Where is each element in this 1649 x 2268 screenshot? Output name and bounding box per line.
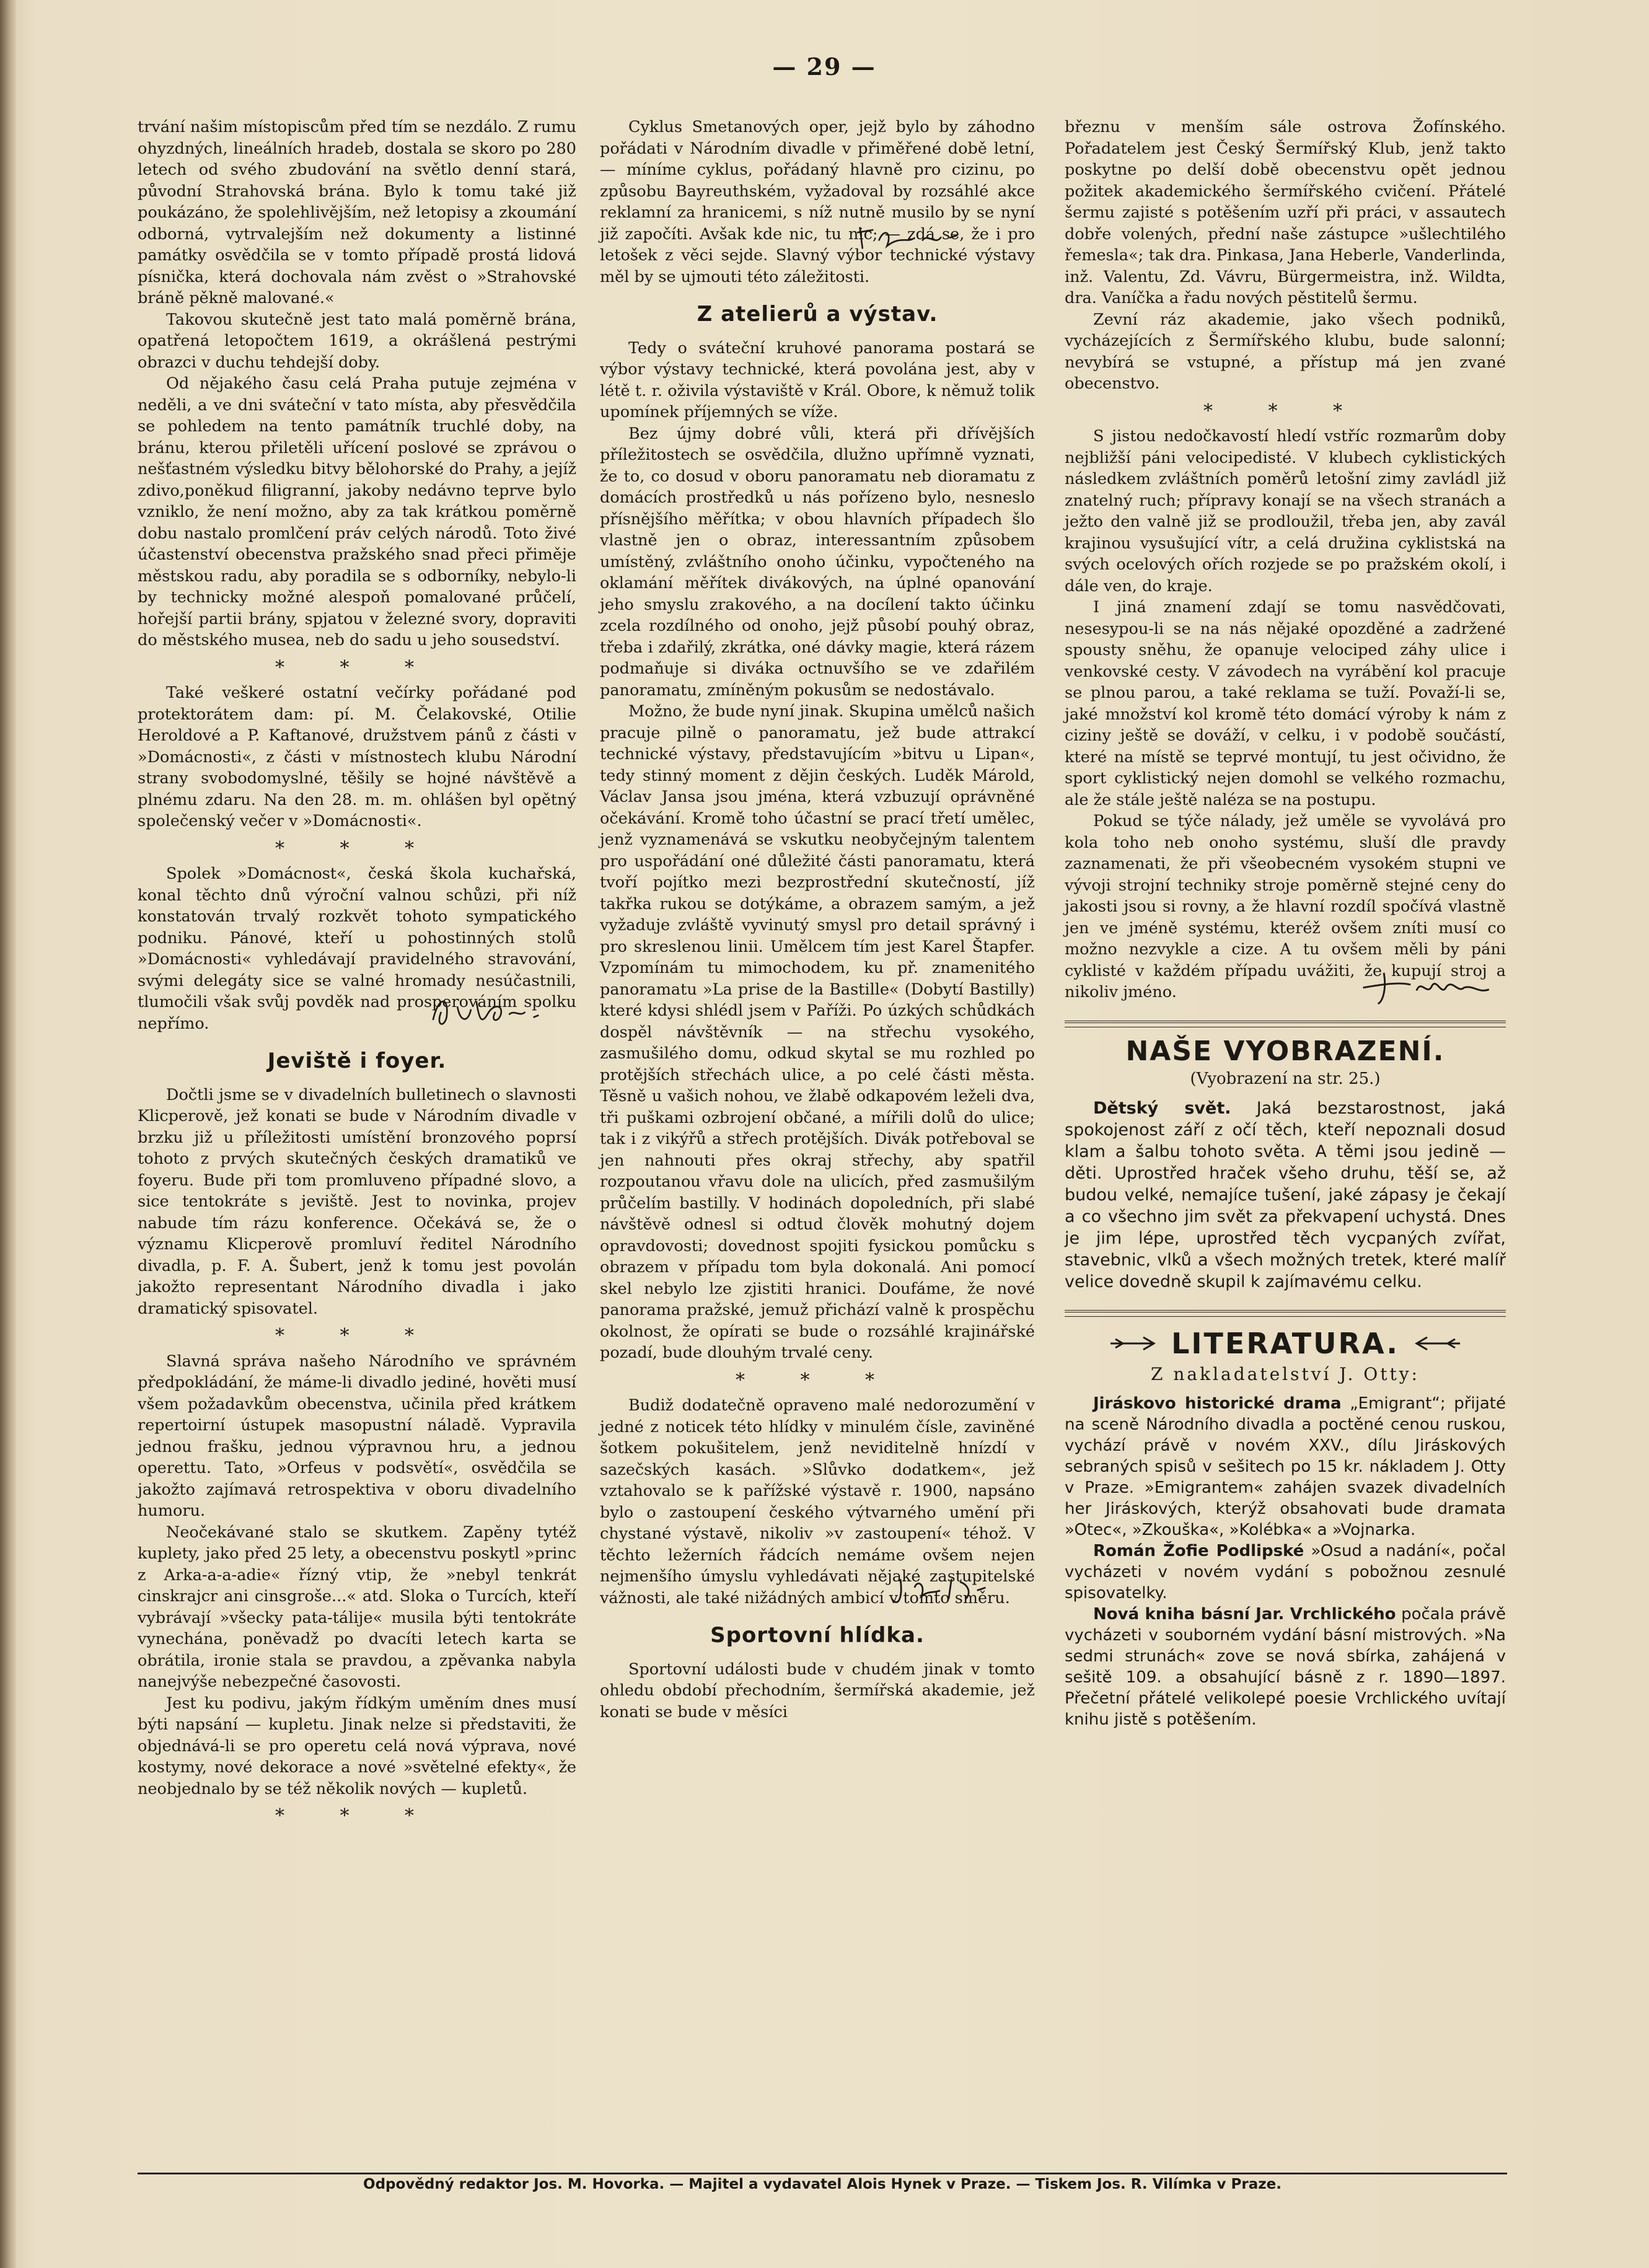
paragraph-lead: Nová kniha básní Jar. Vrchlického xyxy=(1093,1604,1396,1624)
section-separator: * * * xyxy=(275,656,439,679)
paragraph: trvání našim místopiscům před tím se nezdálo. Z rumu ohyzdných, lineálních hradeb, dostala se skoro po 280 letech od svého zbudování na světlo denní stará, původní Strahovská brána. Bylo k tomu také již poukázáno, že spolehlivějším, než letopisy a zkoumání odborná, vytrvalejším než dokumenty a listinné památky osvědčila se v tomto případě prostá lidová písnička, která dochovala nám zvěst o »Strahovské bráně pěkně malované.« xyxy=(138,118,576,307)
column-2 xyxy=(600,116,1035,1723)
paragraph: Možno, že bude nyní jinak. Skupina umělců našich pracuje pilně o panoramatu, jež bude attrakcí technické výstavy, představujícím »bitvu u Lipan«, tedy stinný moment z dějin českých. Luděk Márold, Václav Jansa jsou jména, která vzbuzují oprávněné očekávání. Kromě toho účastní se prací třetí umělec, jenž vyznamenává se vskutku neobyčejným talentem pro uspořádání oné důležité části panoramatu, která tvoří pojítko mezi bezprostřední skutečností, jíž takřka rukou se dotýkáme, a obrazem samým, a jež vyžaduje zvláště vyvinutý smysl pro detail správný i pro skreslenou linii. Umělcem tím jest Karel Štapfer. Vzpomínám tu mimochodem, ku př. znamenitého panoramatu »La prise de la Bastille« (Dobytí Bastilly) které kdysi shlédl jsem v Paříži. Po úzkých schůdkách dospěl návštěvník — na střechu vysokého, zasmušilého domu, odkud skytal se mu rozhled po protějších střechách ulice, a po celé části města. Těsně u vašich nohou, ve žlabě odkapovém leželi dva, tři puškami ozbrojení občané, a mířili dolů do ulice; tak i z vikýřů a střech protějších. Divák potřeboval se jen nahnouti přes okraj střechy, aby spatřil rozpoutanou vřavu dole na ulicích, před zasmušilým průčelím bastilly. V hodinách dopoledních, při slabé návštěvě odnesl si odtud člověk mohutný dojem opravdovosti; dovednost spojiti fysickou pomůcku s obrazem v případu tom byla dokonalá. Ani pomocí skel nebylo lze zjistiti hranici. Doufáme, že nové panorama pražské, jemuž přichází valně k prospěchu okolnost, že opírati se bude o rozsáhlé krajinářské pozadí, bude dlouhým trvalé ceny. xyxy=(600,702,1035,1362)
signed-paragraph xyxy=(600,1395,1035,1609)
literatura-heading xyxy=(1065,1326,1506,1360)
section-subheading: Z nakladatelství J. Otty: xyxy=(1151,1364,1420,1384)
column-3 xyxy=(1065,116,1506,1730)
section-heading-nase-vyobrazeni: NAŠE VYOBRAZENÍ. xyxy=(1125,1035,1445,1067)
paragraph: Takovou skutečně jest tato malá poměrně brána, opatřená letopočtem 1619, a okrášlená pestrými obrazci v duchu tehdejší doby. xyxy=(138,310,576,372)
imprint-footer: Odpovědný redaktor Jos. M. Hovorka. — Majitel a vydavatel Alois Hynek v Praze. — Tiskem Jos. R. Vilímka v Praze. xyxy=(363,2176,1282,2192)
paragraph: Dočtli jsme se v divadelních bulletinech o slavnosti Klicperově, jež konati se bude v Národním divadle v brzku již u příležitosti umístění bronzového poprsí tohoto z prvých skutečných českých dramatiků ve foyeru. Bude při tom promluveno případné slovo, a sice tentokráte s jeviště. Jest to novinka, projev nabude tím rázu konference. Očekává se, že o významu Klicperově promluví ředitel Národního divadla, p. F. A. Šubert, jenž k tomu jest povolán jakožto representant Národního divadla i jako dramatický spisovatel. xyxy=(138,1085,576,1318)
paragraph: Spolek »Domácnost«, česká škola kuchařská, konal těchto dnů výroční valnou schůzi, při níž konstatován trvalý rozkvět tohoto sympatického podniku. Pánové, kteří u pohostinných stolů »Domácnosti« vyhledávají pravidelného stravování, svými delegáty sice se valné hromady nesúčastnili, tlumočili však svůj povděk nad prosperováním spolku nepřímo. xyxy=(138,864,576,1033)
footer-divider xyxy=(138,2173,1507,2174)
divider xyxy=(1065,1310,1506,1317)
paragraph xyxy=(1065,1541,1506,1604)
section-separator: * * * xyxy=(275,1805,439,1827)
paragraph: Zevní ráz akademie, jako všech podniků, vycházejících z Šermířského klubu, bude salonní; nevybírá se vstupné, a přístup má jen zvané obecenstvo. xyxy=(1065,310,1506,393)
arrow-ornament-icon xyxy=(1412,1334,1461,1353)
paragraph-text: „Emigrant“; přijaté na sceně Národního divadla a poctěné cenou ruskou, vychází právě v novém XXV., dílu Jiráskových sebraných spisů v sešitech po 15 kr. nákladem J. Otty v Praze. »Emigrantem« zahájen svazek divadelních her Jiráskových, kterýž obsahovati bude dramata »Otec«, »Zkouška«, »Kolébka« a »Vojnarka. xyxy=(1065,1394,1506,1539)
binding-gutter xyxy=(0,0,16,2268)
paragraph-text: počala právě vycházeti v souborném vydání básní mistrových. »Na sedmi strunách« zove se nová sbírka, zahájená v sešitě 109. a obsahující básně z r. 1890—1897. Přečetní přátelé velikolepé poesie Vrchlického uvítají knihu jistě s potěšením. xyxy=(1065,1604,1506,1729)
section-subheading: (Vyobrazení na str. 25.) xyxy=(1190,1070,1381,1088)
paragraph: březnu v menším sále ostrova Žofínského. Pořadatelem jest Český Šermířský Klub, jenž takto poskytne po delší době obecenstvu opět jednou požitek akademického šermířského cvičení. Přátelé šermu zajisté s potěšením uzří při práci, v assautech dobře volených, přední naše zástupce »ušlechtilého řemesla«; tak dra. Pinkasa, Jana Heberle, Vanderlinda, inž. Valentu, Zd. Vávru, Bürgermeistra, inž. Wildta, dra. Vaníčka a řadu nových pěstitelů šermu. xyxy=(1065,118,1506,307)
paragraph: Sportovní události bude v chudém jinak v tomto ohledu období přechodním, šermířská akademie, jež konati se bude v měsíci xyxy=(600,1659,1035,1721)
paragraph-text: »Osud a nadání«, počal vycházeti v novém vydání s pobožnou zesnulé spisovatelky. xyxy=(1065,1541,1506,1602)
paragraph: Slavná správa našeho Národního ve správném předpokládání, že máme-li divadlo jediné, hověti musí všem požadavkům obecenstva, učinila před krátkem repertoirní ústupek masopustní náladě. Vypravila jednou frašku, jednou výpravnou hru, a jednou operettu. Tato, »Orfeus v podsvětí«, osvědčila se jakožto zajímavá retrospektiva v oboru divadelního humoru. xyxy=(138,1352,576,1520)
author-signature xyxy=(886,1563,1022,1612)
section-separator: * * * xyxy=(735,1369,900,1391)
paragraph-lead: Jiráskovo historické drama xyxy=(1093,1394,1342,1413)
paragraph: I jiná znamení zdají se tomu nasvědčovati, nesesypou-li se na nás nějaké opozděné a zadržené spousty sněhu, že opanuje velociped záhy ulice i venkovské cesty. V závodech na vyrábění kol pracuje se plnou parou, a také reklama se tuží. Považí-li se, jaké množství kol kromě této domácí výroby k nám z ciziny ještě se dováží, v celku, i v podobě součástí, které na místě se teprvé montují, tu jest očividno, že sport cyklistický nejen domohl se velkého rozmachu, ale že stále ještě naléza se na postupu. xyxy=(1065,598,1506,809)
paragraph: Cyklus Smetanových oper, jejž bylo by záhodno pořádati v Národním divadle v přiměřené době letní, — míníme cyklus, pořádaný hlavně pro cizinu, po způsobu Bayreuthském, vyžadoval by rozsáhlé akce reklamní za hranicemi, s níž nutně musilo by se nyní již započíti. Avšak kde nic, tu nic; — zdá se, že i pro letošek z věci sejde. Slavný výbor technické výstavy měl by se ujmouti této záležitosti. xyxy=(600,118,1035,286)
column-1 xyxy=(138,116,576,1831)
paragraph: Tedy o sváteční kruhové panorama postará se výbor výstavy technické, která povolána jest, aby v létě t. r. oživila výstaviště v Král. Obore, k němuž tolik upomínek příjemných se víže. xyxy=(600,338,1035,421)
paragraph: Neočekávané stalo se skutkem. Zapěny tytéž kuplety, jako před 25 lety, a obecenstvu poskytl »princ z Arka-a-a-adie« řízný vtip, že »nebyl tenkrát cinskrajcr ani cinsgroše...« atd. Sloka o Turcích, kteří vybrávají »všecky pata-tálije« musila býti tentokráte vynechána, poněvadž po dvacíti letech karta se obrátila, ironie stala se pravdou, a zpěvanka nabyla nanejvýše nebezpečné časovosti. xyxy=(138,1523,576,1691)
paragraph: Také veškeré ostatní večírky pořádané pod protektorátem dam: pí. M. Čelakovské, Otilie Heroldové a P. Kaftanové, družstvem pánů z části v »Domácnosti«, z části v místnostech klubu Národní strany svobodomyslné, těšily se hojné návštěvě a plnému zdaru. Na den 28. m. m. ohlášen byl opětný společenský večer v »Domácnosti«. xyxy=(138,683,576,830)
section-heading-literatura: LITERATURA. xyxy=(1171,1326,1399,1360)
signed-paragraph xyxy=(138,863,576,1034)
paragraph: Bez újmy dobré vůli, která při dřívějších příležitostech se osvědčila, dlužno upřímně vyznati, že to, co dosud v oboru panoramatu neb dioramatu z domácích prostředků u nás pořízeno bylo, nesneslo přísnějšího měřítka; v obou hlavních případech šlo vlastně jen o obraz, interessantním způsobem umístěný, zvláštního onoho účinku, vypočteného na oklamání měřítek divákových, na úplné opanování jeho smyslu zrakového, a na docílení takto účinku zcela rozdílného od onoho, jejž působí pouhý obraz, třeba i zdařilý, zkrátka, oné dávky magie, která rázem podmaňuje si diváka octnuvšího se ve zdařilém panoramatu, zmíněným pokusům se nedostávalo. xyxy=(600,424,1035,700)
section-separator: * * * xyxy=(1203,400,1368,422)
paragraph xyxy=(1065,1393,1506,1541)
paragraph: Pokud se týče nálady, jež uměle se vyvolává pro kola toho neb onoho systému, sluší dle pravdy zaznamenati, že při všeobecném vysokém stupni ve vývoji strojní techniky stroje poměrně stejné ceny do jakosti jsou si rovny, a že hlavní rozdíl spočívá vlastně jen ve jméně systému, kteréž ovšem zníti musí co možno nezvykle a cize. A tu ovšem měli by páni cyklisté v každém případu uvážiti, že kupují stroj a nikoliv jméno. xyxy=(1065,812,1506,1001)
section-heading-atelieru: Z atelierů a výstav. xyxy=(697,302,938,327)
signed-paragraph xyxy=(600,116,1035,288)
paragraph: Od nějakého času celá Praha putuje zejména v neděli, a ve dni sváteční v tato místa, aby přesvědčila se pohledem na tento památník truchlé doby, na bránu, kterou přiletěli uřícení poslové se zprávou o nešťastném výsledku bitvy bělohorské do Prahy, a jejíž zdivo,poněkud filigranní, jakoby nedávno teprve bylo vzniklo, že není možno, aby za tak krátkou poměrně dobu nastalo promlčení práv celých národů. Toto živé účastenství obecenstva pražského snad přeci přiměje městskou radu, aby poradila se s odborníky, nebylo-li by technicky možné alespoň pomalované průčelí, hořejší partii brány, spjatou v železné svory, dopraviti do městského musea, neb do sadu u jeho sousedství. xyxy=(138,374,576,649)
paragraph-text: Jaká bezstarostnost, jaká spokojenost září z očí těch, kteří nepoznali dosud klam a šalbu tohoto světa. A těmi jsou jedině — děti. Uprostřed hraček všeho druhu, těší se, až budou velké, nemajíce tušení, jaké zápasy je čekají a co všechno jim svět za překvapení uchystá. Dnes je jim lépe, uprostřed těch vycpaných zvířat, stavebnic, vlků a všech možných tretek, které malíř velice dovedně skupil k zajímavému celku. xyxy=(1065,1098,1506,1291)
paragraph-lead: Dětský svět. xyxy=(1093,1098,1231,1118)
author-signature xyxy=(849,213,979,263)
section-heading-jeviste: Jeviště i foyer. xyxy=(267,1048,447,1073)
paragraph xyxy=(1065,1097,1506,1293)
divider xyxy=(1065,1021,1506,1027)
paragraph-lead: Román Žofie Podlipské xyxy=(1093,1541,1304,1560)
arrow-ornament-icon xyxy=(1109,1334,1159,1353)
signed-paragraph xyxy=(1065,811,1506,1003)
paragraph: Jest ku podivu, jakým řídkým uměním dnes musí býti napsání — kupletu. Jinak nelze si představiti, že objednává-li se pro operetu celá nová výprava, nové kostymy, nové dekorace a nové »světelné efekty«, že neobjednalo by se též několik nových — kupletů. xyxy=(138,1694,576,1798)
paragraph: S jistou nedočkavostí hledí vstříc rozmarům doby nejbližší páni velocipedisté. V klubech cyklistických následkem zvláštních poměrů letošní zimy zavládl již znatelný ruch; přípravy konají se na všech stranách a ježto den valně již se prodloužil, třeba jen, aby zavál krajinou vysušující vítr, a celá družina cyklistská na svých ocelových ořích rozjede se po pražském okolí, i dále ven, do kraje. xyxy=(1065,427,1506,596)
section-separator: * * * xyxy=(275,1325,439,1347)
paragraph xyxy=(1065,1604,1506,1730)
author-signature xyxy=(1357,960,1500,1009)
page-number: — 29 — xyxy=(772,53,876,81)
paragraph: Budiž dodatečně opraveno malé nedorozumění v jedné z noticek této hlídky v minulém čísle, zaviněné šotkem pokušitelem, jenž neviditelně hnízdí v sazečských kasách. »Slůvko dodatkem«, jež vztahovalo se k pařížské výstavě r. 1900, napsáno bylo o zastoupení českého výtvarného umění při chystané výstavě, nikoliv »v zastoupení« téhož. V těchto ležerních řádcích nemáme ovšem nejen nejmenšího úmyslu vyhledávati nějaké zastupitelské vážnosti, ale také nižádných ambicí v tomto směru. xyxy=(600,1396,1035,1607)
section-heading-sport: Sportovní hlídka. xyxy=(710,1623,925,1648)
author-signature xyxy=(428,987,558,1037)
section-separator: * * * xyxy=(275,837,439,859)
